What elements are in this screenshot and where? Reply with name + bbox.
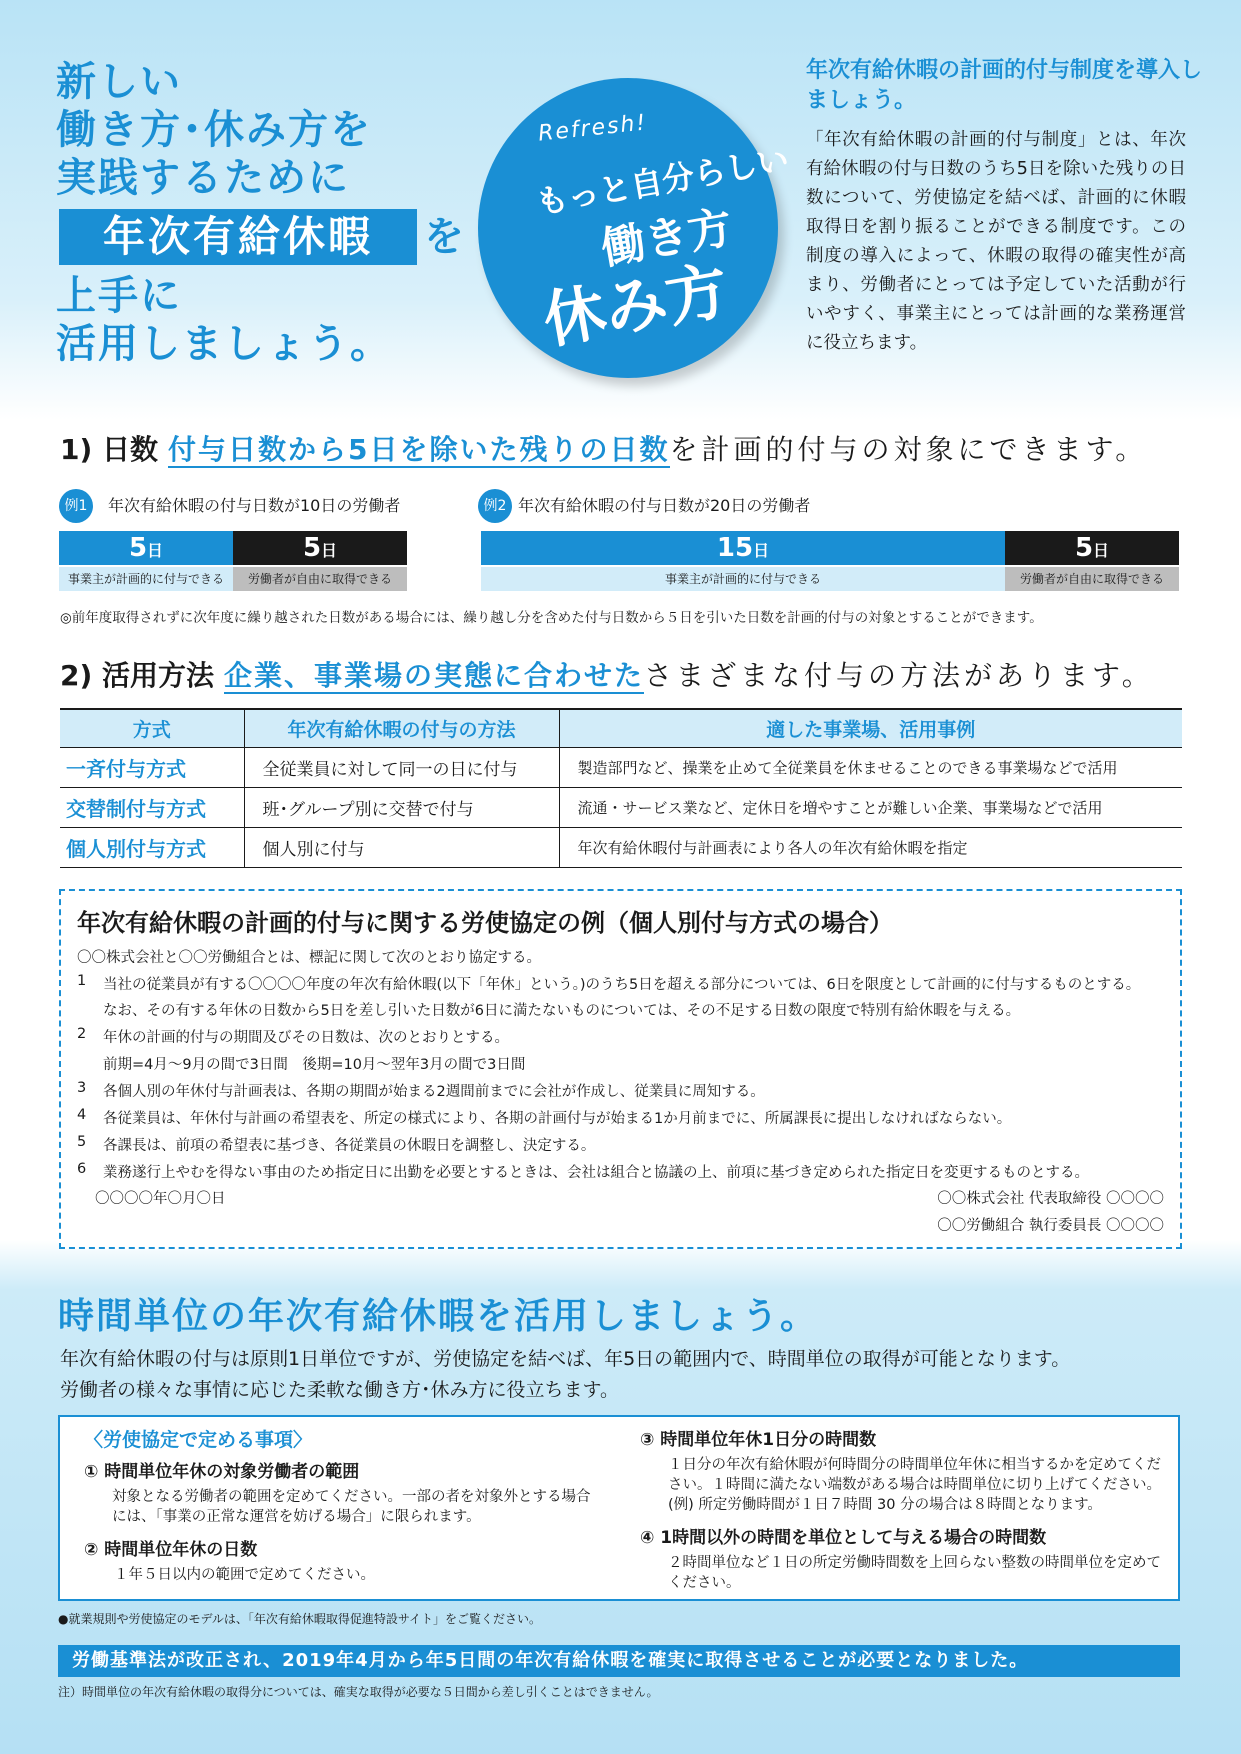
agreement-intro: 〇〇株式会社と〇〇労働組合とは、標記に関して次のとおり協定する。 <box>77 950 541 966</box>
method-name: 一斉付与方式 <box>60 747 244 787</box>
section-1-number: 1) 日数 <box>60 433 159 466</box>
intro-title: 年次有給休暇の計画的付与制度を導入しましょう。 <box>806 58 1203 113</box>
matter-2-body: １年５日以内の範囲で定めてください。 <box>114 1567 375 1583</box>
hourly-leave-title: 時間単位の年次有給休暇を活用しましょう。 <box>58 1296 819 1337</box>
agreement-title: 年次有給休暇の計画的付与に関する労使協定の例（個人別付与方式の場合） <box>77 909 893 937</box>
agreement-item-1b: なお、その有する年休の日数から5日を差し引いた日数が6日に満たないものについては、その不足する日数の限度で特別有給休暇を与える。 <box>103 1003 1021 1019</box>
matter-3-body: １日分の年次有給休暇が何時間分の時間単位年休に相当するかを定めてください。１時間に満たない端数がある場合は時間単位に切り上げてください。(例) 所定労働時間が１日７時間 30 分の場合は８時間となります。 <box>668 1457 1161 1513</box>
section-2-heading <box>60 654 1154 694</box>
example-1-free-label: 労働者が自由に取得できる <box>233 567 407 591</box>
agreement-num-2: 2 <box>77 1026 87 1042</box>
header-method: 方式 <box>60 709 244 747</box>
model-site-note: ●就業規則や労使協定のモデルは、「年次有給休暇取得促進特設サイト」をご覧ください。 <box>58 1612 542 1626</box>
hero-line-1: 新しい <box>56 59 182 105</box>
carryover-note: ◎前年度取得されずに次年度に繰り越された日数がある場合には、繰り越し分を含めた付与日数から５日を引いた日数を計画的付与の対象とすることができます。 <box>60 610 1043 626</box>
example-2-badge: 例2 <box>478 489 512 523</box>
hero-line-6: 活用しましょう。 <box>56 321 392 367</box>
methods-table-header <box>60 709 1182 747</box>
logo-line-3: 休み方 <box>537 253 734 358</box>
example-2-free-bar: 5日 <box>1005 531 1179 565</box>
agreement-num-1: 1 <box>77 973 87 989</box>
method-use-case: 流通・サービス業など、定休日を増やすことが難しい企業、事業場などで活用 <box>559 787 1182 827</box>
table-row <box>60 747 1182 787</box>
hero-line-3: 実践するために <box>56 155 350 201</box>
matter-2-heading: ② 時間単位年休の日数 <box>84 1540 258 1560</box>
header-grant-way: 年次有給休暇の付与の方法 <box>244 709 559 747</box>
agreement-num-4: 4 <box>77 1107 87 1123</box>
hourly-leave-note: 注）時間単位の年次有給休暇の取得分については、確実な取得が必要な５日間から差し引くことはできません。 <box>58 1685 659 1699</box>
methods-table <box>60 708 1182 868</box>
agreement-matters-box <box>58 1415 1180 1601</box>
agreement-num-5: 5 <box>77 1134 87 1150</box>
agreement-signature-company: 〇〇株式会社 代表取締役 〇〇〇〇 <box>937 1191 1164 1207</box>
example-1-badge: 例1 <box>59 489 93 523</box>
section-1-rest: を計画的付与の対象にできます。 <box>669 433 1148 466</box>
example-2-planned-bar: 15日 <box>481 531 1005 565</box>
refresh-logo <box>478 78 792 378</box>
agreement-item-1a: 当社の従業員が有する〇〇〇〇年度の年次有給休暇(以下「年休」という。)のうち5日を超える部分については、6日を限度として計画的に付与するものとする。 <box>103 977 1141 993</box>
example-1-free-bar: 5日 <box>233 531 407 565</box>
hourly-leave-lead-2: 労働者の様々な事情に応じた柔軟な働き方･休み方に役立ちます。 <box>60 1379 619 1401</box>
header-use-case: 適した事業場、活用事例 <box>559 709 1182 747</box>
example-1-label: 年次有給休暇の付与日数が10日の労働者 <box>108 496 401 515</box>
table-row <box>60 787 1182 827</box>
matter-3-heading: ③ 時間単位年休1日分の時間数 <box>640 1430 877 1450</box>
method-name: 交替制付与方式 <box>60 787 244 827</box>
agreement-item-2b: 前期=4月～9月の間で3日間 後期=10月～翌年3月の間で3日間 <box>103 1057 526 1073</box>
logo-line-2: 働き方 <box>597 201 737 276</box>
section-1-highlight: 付与日数から5日を除いた残りの日数 <box>168 433 670 466</box>
section-1-heading <box>60 428 1147 468</box>
agreement-num-6: 6 <box>77 1161 87 1177</box>
hero-line-2: 働き方･休み方を <box>56 107 372 153</box>
agreement-signature-union: 〇〇労働組合 執行委員長 〇〇〇〇 <box>937 1218 1164 1234</box>
hourly-leave-lead-1: 年次有給休暇の付与は原則1日単位ですが、労使協定を結べば、年5日の範囲内で、時間単位の取得が可能となります。 <box>60 1348 1071 1370</box>
agreement-item-6: 業務遂行上やむを得ない事由のため指定日に出勤を必要とするときは、会社は組合と協議の上、前項に基づき定められた指定日を変更するものとする。 <box>103 1165 1089 1181</box>
agreement-date: 〇〇〇〇年〇月〇日 <box>95 1191 226 1207</box>
example-2-free-label: 労働者が自由に取得できる <box>1005 567 1179 591</box>
hero-particle: を <box>424 214 464 260</box>
hero-line-5: 上手に <box>56 273 182 319</box>
hero-highlight: 年次有給休暇 <box>59 209 417 265</box>
matter-4-heading: ④ 1時間以外の時間を単位として与える場合の時間数 <box>640 1528 1047 1548</box>
method-use-case: 年次有給休暇付与計画表により各人の年次有給休暇を指定 <box>559 827 1182 867</box>
agreement-item-2a: 年休の計画的付与の期間及びその日数は、次のとおりとする。 <box>103 1030 509 1046</box>
agreement-item-5: 各課長は、前項の希望表に基づき、各従業員の休暇日を調整し、決定する。 <box>103 1138 596 1154</box>
section-2-number: 2) 活用方法 <box>60 659 215 692</box>
section-2-rest: さまざまな付与の方法があります。 <box>644 659 1154 692</box>
example-2-label: 年次有給休暇の付与日数が20日の労働者 <box>518 496 811 515</box>
matters-title: 〈労使協定で定める事項〉 <box>84 1429 313 1451</box>
intro-body: 「年次有給休暇の計画的付与制度」とは、年次有給休暇の付与日数のうち5日を除いた残りの日数について、労使協定を結べば、計画的に休暇取得日を割り振ることができる制度です。この制度の導入によって、休暇の取得の確実性が高まり、労働者にとっては予定していた活動が行いやすく、事業主にとっては計画的な業務運営に役立ちます。 <box>806 130 1186 353</box>
section-2-highlight: 企業、事業場の実態に合わせた <box>224 659 645 692</box>
logo-refresh: Refresh! <box>536 110 649 147</box>
example-1-planned-bar: 5日 <box>59 531 233 565</box>
method-description: 班･グループ別に交替で付与 <box>244 787 559 827</box>
method-name: 個人別付与方式 <box>60 827 244 867</box>
example-1-planned-label: 事業主が計画的に付与できる <box>59 567 233 591</box>
matter-4-body: ２時間単位など１日の所定労働時間数を上回らない整数の時間単位を定めてください。 <box>668 1555 1161 1591</box>
agreement-item-3: 各個人別の年休付与計画表は、各期の期間が始まる2週間前までに会社が作成し、従業員に周知する。 <box>103 1084 765 1100</box>
method-description: 個人別に付与 <box>244 827 559 867</box>
matter-1-heading: ① 時間単位年休の対象労働者の範囲 <box>84 1462 360 1482</box>
logo-motto: もっと自分らしい <box>532 140 792 222</box>
agreement-example-box <box>59 889 1182 1249</box>
agreement-num-3: 3 <box>77 1080 87 1096</box>
method-description: 全従業員に対して同一の日に付与 <box>244 747 559 787</box>
agreement-item-4: 各従業員は、年休付与計画の希望表を、所定の様式により、各期の計画付与が始まる1か月前までに、所属課長に提出しなければならない。 <box>103 1111 1012 1127</box>
example-2-planned-label: 事業主が計画的に付与できる <box>481 567 1005 591</box>
matter-1-body: 対象となる労働者の範囲を定めてください。一部の者を対象外とする場合には、「事業の正常な運営を妨げる場合」に限られます。 <box>112 1489 591 1525</box>
law-revision-banner: 労働基準法が改正され、2019年4月から年5日間の年次有給休暇を確実に取得させることが必要となりました。 <box>58 1645 1180 1677</box>
method-use-case: 製造部門など、操業を止めて全従業員を休ませることのできる事業場などで活用 <box>559 747 1182 787</box>
table-row <box>60 827 1182 867</box>
